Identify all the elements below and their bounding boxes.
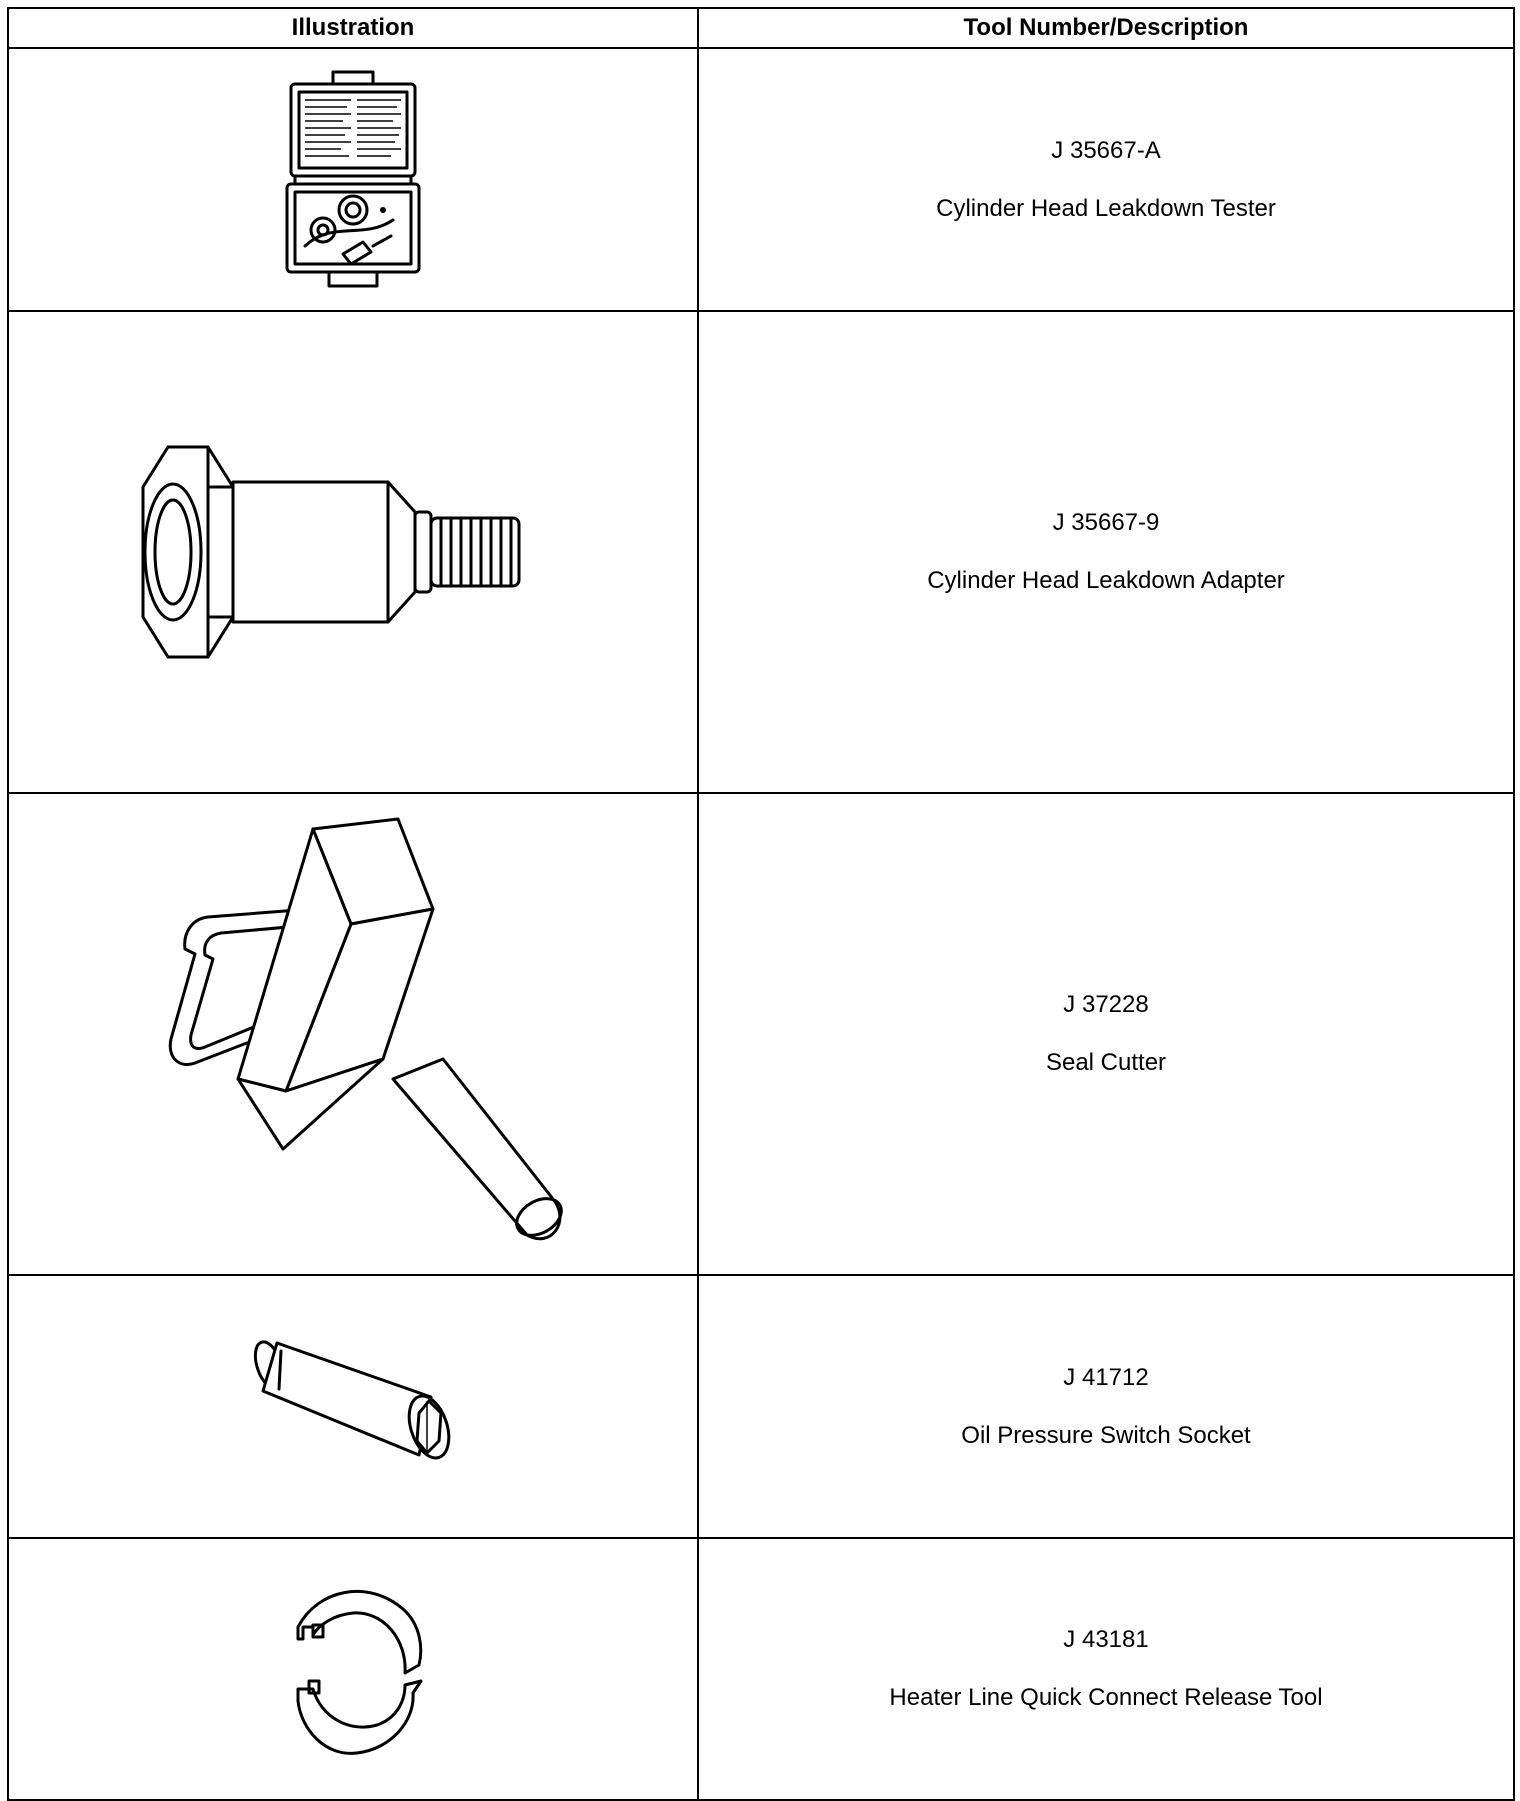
illustration-cell (8, 311, 698, 793)
description-cell (698, 48, 1514, 311)
table-row (8, 1275, 1514, 1538)
tool-name: Seal Cutter (1045, 1049, 1167, 1076)
description-cell (698, 793, 1514, 1275)
illustration-cell (8, 1538, 698, 1800)
illustration-cell (8, 48, 698, 311)
tool-number: J 43181 (1063, 1626, 1149, 1653)
seal-cutter-icon (143, 809, 563, 1259)
illustration-cell (8, 793, 698, 1275)
tool-name: Cylinder Head Leakdown Tester (936, 194, 1276, 222)
leakdown-adapter-icon (123, 432, 583, 672)
table-row (8, 1538, 1514, 1800)
leakdown-tester-kit-icon (273, 70, 433, 290)
description-cell (698, 1538, 1514, 1800)
description-cell (698, 311, 1514, 793)
table-row (8, 793, 1514, 1275)
tool-name: Cylinder Head Leakdown Adapter (927, 567, 1285, 594)
description-cell (698, 1275, 1514, 1538)
oil-pressure-socket-icon (233, 1327, 473, 1487)
header-illustration: Illustration (8, 8, 698, 48)
tool-number: J 35667-9 (1052, 509, 1160, 536)
header-row (8, 8, 1514, 48)
table-row (8, 48, 1514, 311)
tool-number: J 35667-A (1051, 136, 1161, 164)
tool-name: Heater Line Quick Connect Release Tool (889, 1684, 1323, 1711)
tool-number: J 41712 (1063, 1363, 1149, 1391)
quick-connect-release-tool-icon (273, 1569, 433, 1769)
tool-name: Oil Pressure Switch Socket (961, 1421, 1251, 1449)
illustration-cell (8, 1275, 698, 1538)
table-row (8, 311, 1514, 793)
tool-number: J 37228 (1063, 991, 1149, 1018)
header-tool: Tool Number/Description (698, 8, 1514, 48)
tool-table (7, 7, 1515, 1801)
